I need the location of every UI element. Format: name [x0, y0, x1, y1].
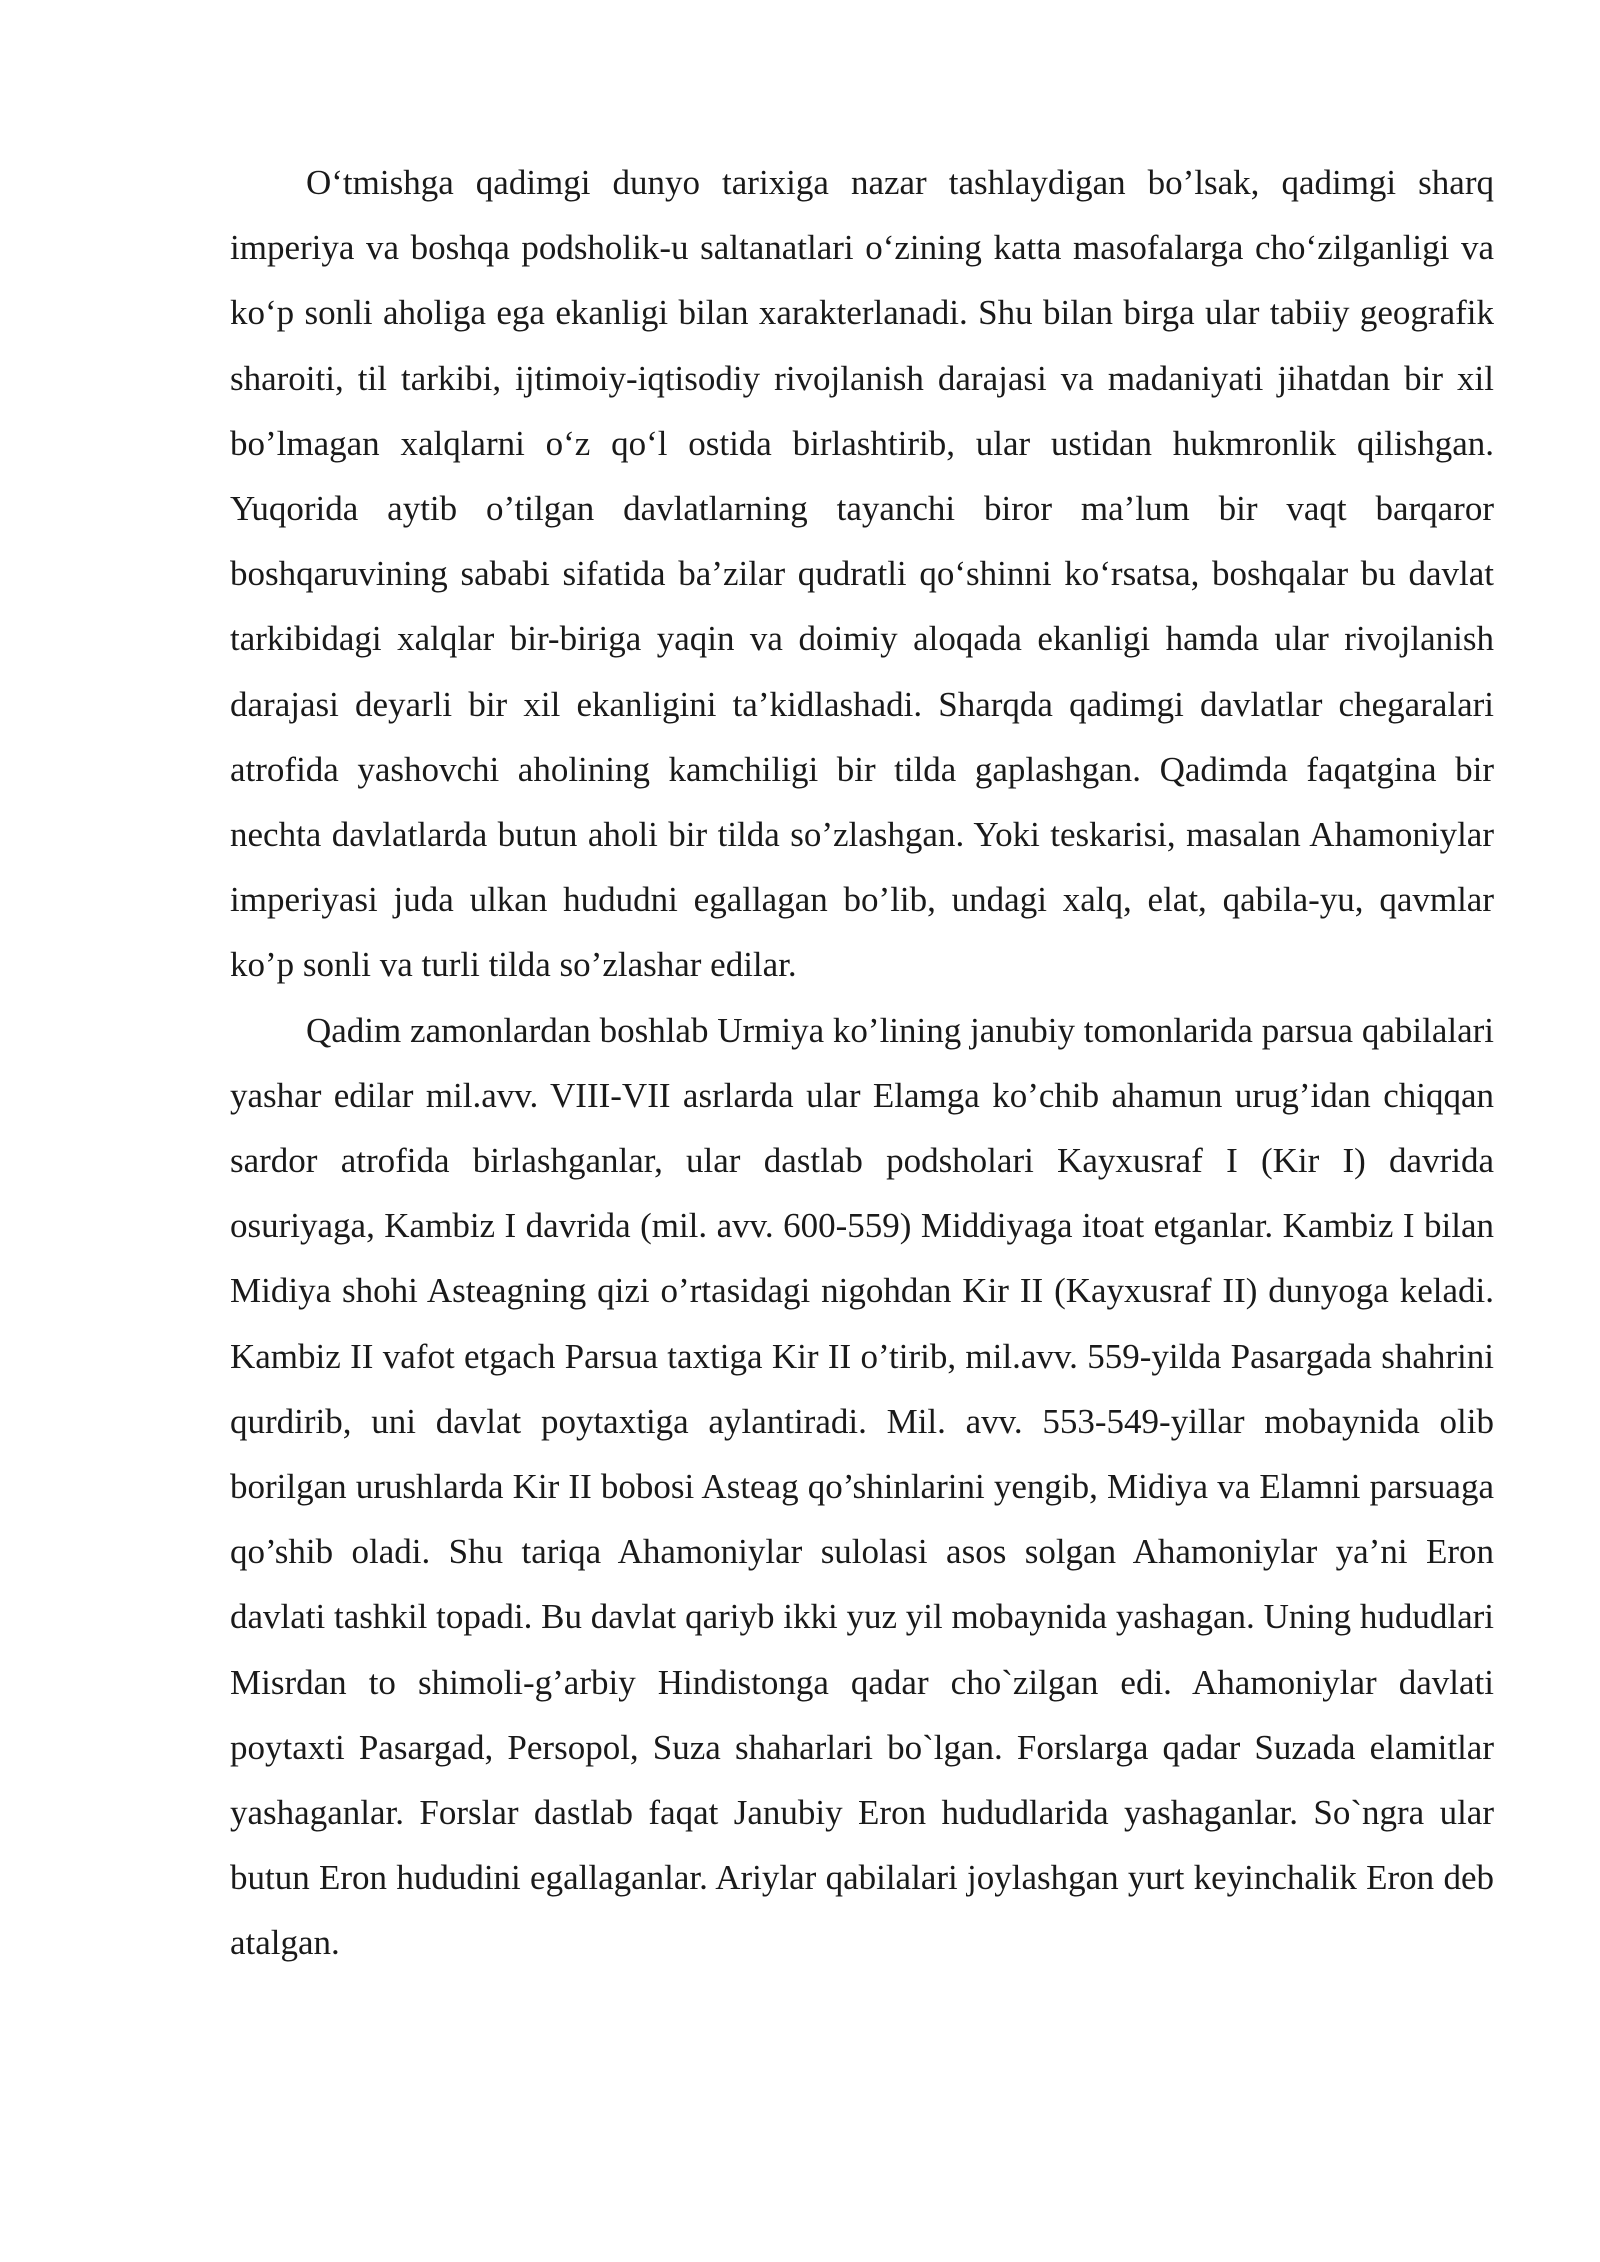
document-page — [230, 150, 1494, 1976]
paragraph-2: Qadim zamonlardan boshlab Urmiya ko’lining janubiy tomonlarida parsua qabilalari yashar edilar mil.avv. VIII-VII asrlarda ular Elamga ko’chib ahamun urug’idan chiqqan sardor atrofida birlashganlar, ular dastlab podsholari Kayxusraf I (Kir I) davrida osuriyaga, Kambiz I davrida (mil. avv. 600-559) Middiyaga itoat etganlar. Kambiz I bilan Midiya shohi Asteagning qizi o’rtasidagi nigohdan Kir II (Kayxusraf II) dunyoga keladi. Kambiz II vafot etgach Parsua taxtiga Kir II o’tirib, mil.avv. 559-yilda Pasargada shahrini qurdirib, uni davlat poytaxtiga aylantiradi. Mil. avv. 553-549-yillar mobaynida olib borilgan urushlarda Kir II bobosi Asteag qo’shinlarini yengib, Midiya va Elamni parsuaga qo’shib oladi. Shu tariqa Ahamoniylar sulolasi asos solgan Ahamoniylar ya’ni Eron davlati tashkil topadi. Bu davlat qariyb ikki yuz yil mobaynida yashagan. Uning hududlari Misrdan to shimoli-g’arbiy Hindistonga qadar cho`zilgan edi. Ahamoniylar davlati poytaxti Pasargad, Persopol, Suza shaharlari bo`lgan. Forslarga qadar Suzada elamitlar yashaganlar. Forslar dastlab faqat Janubiy Eron hududlarida yashaganlar. So`ngra ular butun Eron hududini egallaganlar. Ariylar qabilalari joylashgan yurt keyinchalik Eron deb atalgan. — [230, 1010, 1494, 1963]
paragraph-1: O‘tmishga qadimgi dunyo tarixiga nazar tashlaydigan bo’lsak, qadimgi sharq imperiya va boshqa podsholik-u saltanatlari o‘zining katta masofalarga cho‘zilganligi va ko‘p sonli aholiga ega ekanligi bilan xarakterlanadi. Shu bilan birga ular tabiiy geografik sharoiti, til tarkibi, ijtimoiy-iqtisodiy rivojlanish darajasi va madaniyati jihatdan bir xil bo’lmagan xalqlarni o‘z qo‘l ostida birlashtirib, ular ustidan hukmronlik qilishgan. Yuqorida aytib o’tilgan davlatlarning tayanchi biror ma’lum bir vaqt barqaror boshqaruvining sababi sifatida ba’zilar qudratli qo‘shinni ko‘rsatsa, boshqalar bu davlat tarkibidagi xalqlar bir-biriga yaqin va doimiy aloqada ekanligi hamda ular rivojlanish darajasi deyarli bir xil ekanligini ta’kidlashadi. Sharqda qadimgi davlatlar chegaralari atrofida yashovchi aholining kamchiligi bir tilda gaplashgan. Qadimda faqatgina bir nechta davlatlarda butun aholi bir tilda so’zlashgan. Yoki teskarisi, masalan Ahamoniylar imperiyasi juda ulkan hududni egallagan bo’lib, undagi xalq, elat, qabila-yu, qavmlar ko’p sonli va turli tilda so’zlashar edilar. — [230, 163, 1494, 985]
